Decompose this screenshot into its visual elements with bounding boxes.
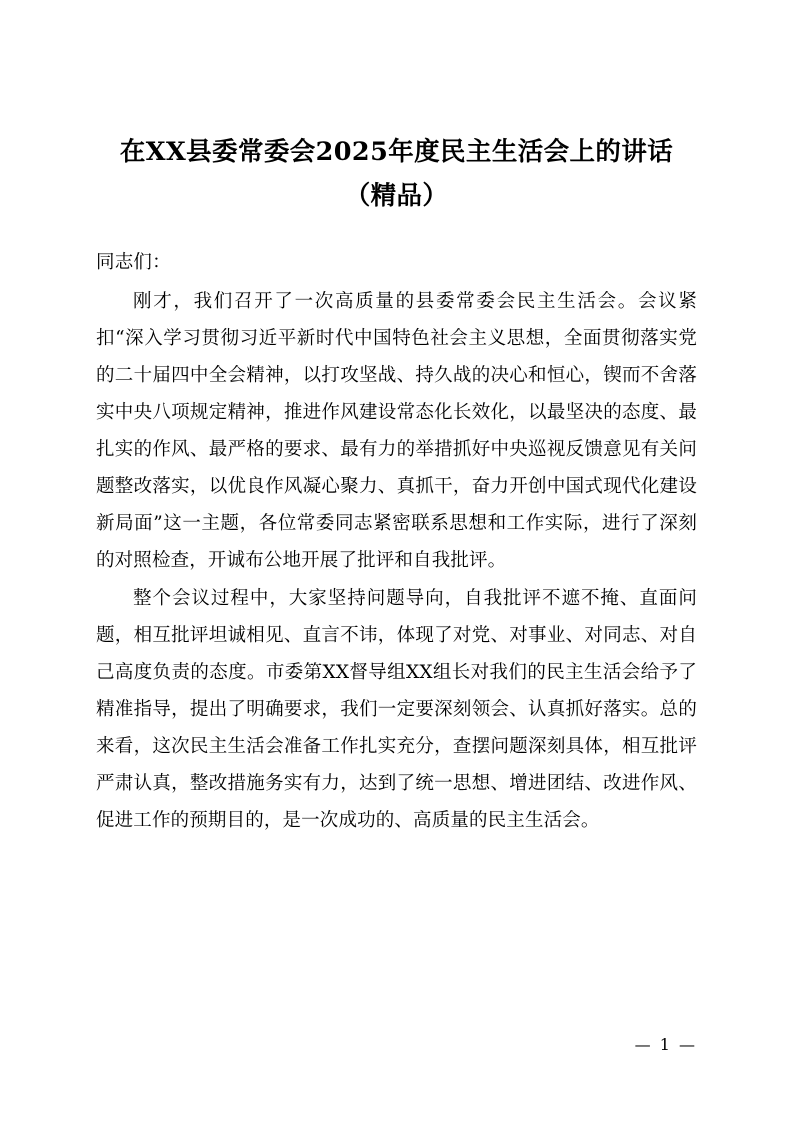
- salutation-line: 同志们：: [96, 252, 171, 273]
- page-title: 在XX县委常委会2025年度民主生活会上的讲话（精品）: [119, 137, 674, 211]
- body-paragraph-2: 整个会议过程中，大家坚持问题导向，自我批评不遮不掩、直面问题，相互批评坦诚相见、直言不讳，体现了对党、对事业、对同志、对自己高度负责的态度。市委第XX督导组XX组长对我们的民主生活会给予了精准指导，提出了明确要求，我们一定要深刻领会、认真抓好落实。总的来看，这次民主生活会准备工作扎实充分，查摆问题深刻具体，相互批评严肃认真，整改措施务实有力，达到了统一思想、增进团结、改进作风、促进工作的预期目的，是一次成功的、高质量的民主生活会。: [96, 588, 697, 831]
- page-number: — 1 —: [634, 1035, 697, 1054]
- body-paragraph-1: 刚才，我们召开了一次高质量的县委常委会民主生活会。会议紧扣“深入学习贯彻习近平新时代中国特色社会主义思想，全面贯彻落实党的二十届四中全会精神，以打攻坚战、持久战的决心和恒心，锲而不舍落实中央八项规定精神，推进作风建设常态化长效化，以最坚决的态度、最扎实的作风、最严格的要求、最有力的举措抓好中央巡视反馈意见有关问题整改落实，以优良作风凝心聚力、真抓干，奋力开创中国式现代化建设新局面”这一主题，各位常委同志紧密联系思想和工作实际，进行了深刻的对照检查，开诚布公地开展了批评和自我批评。: [96, 291, 697, 571]
